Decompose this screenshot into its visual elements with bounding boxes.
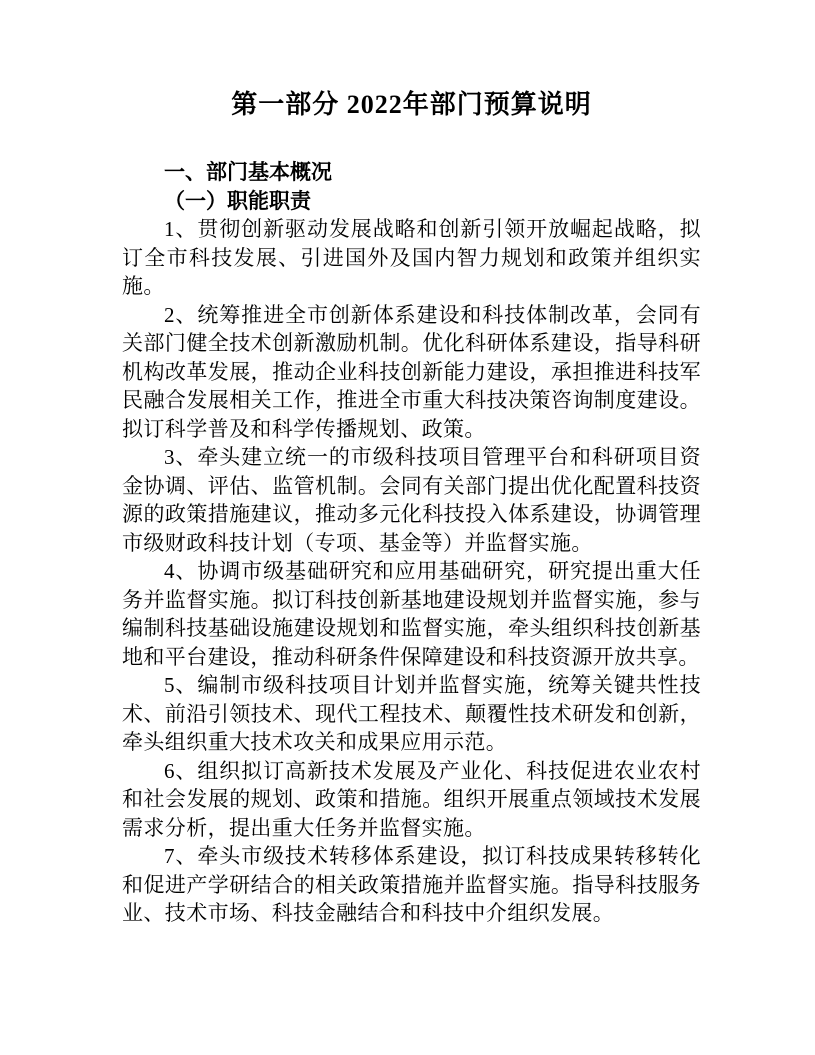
paragraph-duty-2: 2、统筹推进全市创新体系建设和科技体制改革，会同有关部门健全技术创新激励机制。优化科研体系建设，指导科研机构改革发展，推动企业科技创新能力建设，承担推进科技军民融合发展相关工作，推进全市重大科技决策咨询制度建设。拟订科学普及和科学传播规划、政策。 (122, 302, 701, 441)
paragraph-duty-6: 6、组织拟订高新技术发展及产业化、科技促进农业农村和社会发展的规划、政策和措施。组织开展重点领域技术发展需求分析，提出重大任务并监督实施。 (122, 758, 701, 840)
paragraph-duty-4: 4、协调市级基础研究和应用基础研究，研究提出重大任务并监督实施。拟订科技创新基地建设规划并监督实施，参与编制科技基础设施建设规划和监督实施，牵头组织科技创新基地和平台建设，推动科研条件保障建设和科技资源开放共享。 (122, 559, 701, 669)
paragraph-duty-1: 1、贯彻创新驱动发展战略和创新引领开放崛起战略，拟订全市科技发展、引进国外及国内智力规划和政策并组织实施。 (122, 217, 701, 298)
subsection-heading: （一）职能职责 (164, 188, 311, 213)
document-title: 第一部分 2022年部门预算说明 (231, 90, 592, 119)
paragraph-duty-7: 7、牵头市级技术转移体系建设，拟订科技成果转移转化和促进产学研结合的相关政策措施并监督实施。指导科技服务业、技术市场、科技金融结合和科技中介组织发展。 (122, 844, 701, 925)
paragraph-duty-5: 5、编制市级科技项目计划并监督实施，统筹关键共性技术、前沿引领技术、现代工程技术、颠覆性技术研发和创新，牵头组织重大技术攻关和成果应用示范。 (122, 673, 701, 754)
section-heading: 一、部门基本概况 (164, 160, 332, 184)
paragraph-duty-3: 3、牵头建立统一的市级科技项目管理平台和科研项目资金协调、评估、监管机制。会同有关部门提出优化配置科技资源的政策措施建议，推动多元化科技投入体系建设，协调管理市级财政科技计划（专项、基金等）并监督实施。 (122, 445, 701, 555)
